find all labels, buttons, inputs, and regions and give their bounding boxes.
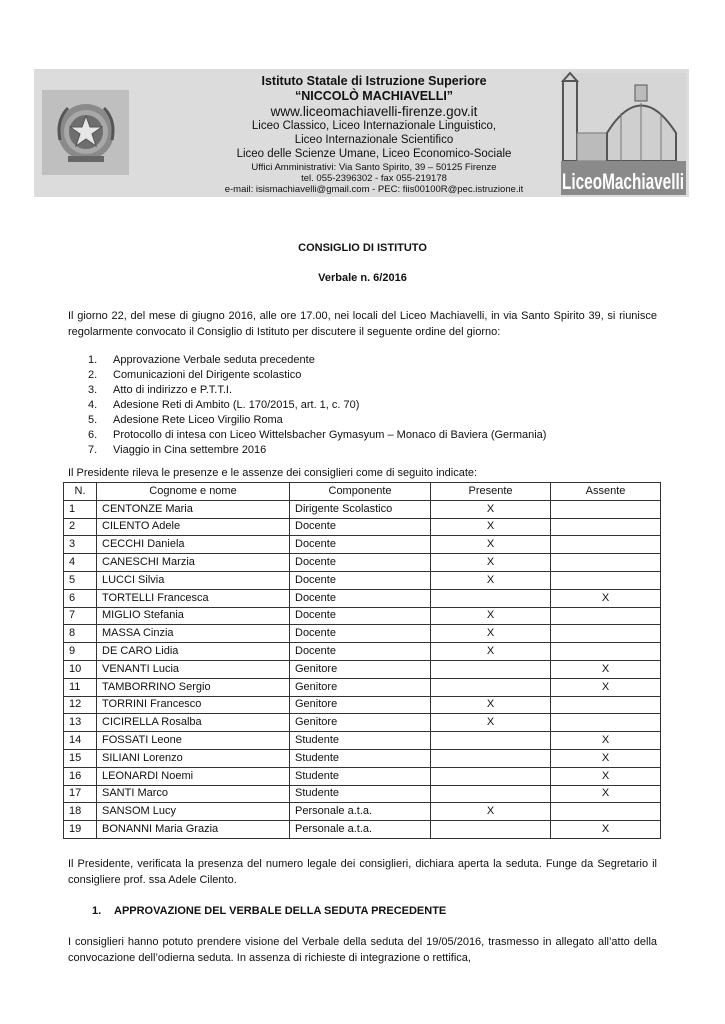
row-number: 18 <box>64 803 97 821</box>
table-row <box>64 500 661 518</box>
member-name: TORTELLI Francesca <box>97 589 290 607</box>
table-row <box>64 785 661 803</box>
row-number: 10 <box>64 660 97 678</box>
absent-mark <box>551 625 661 643</box>
member-name: LUCCI Silvia <box>97 571 290 589</box>
member-name: SILIANI Lorenzo <box>97 749 290 767</box>
present-mark <box>431 660 551 678</box>
agenda-item: 1. Approvazione Verbale seduta precedente <box>88 354 315 366</box>
member-role: Docente <box>290 571 431 589</box>
absent-mark <box>551 696 661 714</box>
row-number: 5 <box>64 571 97 589</box>
member-name: CANESCHI Marzia <box>97 554 290 572</box>
emblem-frame <box>42 90 129 175</box>
present-mark <box>431 749 551 767</box>
absent-mark: X <box>551 589 661 607</box>
liceo-logo <box>561 73 686 195</box>
attendance-table <box>63 482 661 839</box>
table-row <box>64 660 661 678</box>
present-mark: X <box>431 625 551 643</box>
table-row <box>64 821 661 839</box>
present-mark: X <box>431 536 551 554</box>
section-paragraph: I consiglieri hanno potuto prendere visione del Verbale della seduta del 19/05/2016, trasmesso in allegato all’atto della convocazione dell’odierna seduta. In assenza di richieste di integrazione o rettifica, <box>68 936 657 964</box>
member-role: Docente <box>290 518 431 536</box>
member-role: Docente <box>290 536 431 554</box>
member-name: TAMBORRINO Sergio <box>97 678 290 696</box>
member-role: Studente <box>290 785 431 803</box>
header-name: Cognome e nome <box>97 483 290 501</box>
agenda-item: 3. Atto di indirizzo e P.T.T.I. <box>88 384 233 396</box>
row-number: 4 <box>64 554 97 572</box>
header-present: Presente <box>431 483 551 501</box>
member-role: Genitore <box>290 660 431 678</box>
section-number: 1. <box>92 905 102 917</box>
absent-mark: X <box>551 785 661 803</box>
table-row <box>64 643 661 661</box>
absent-mark: X <box>551 767 661 785</box>
opening-paragraph: Il Presidente, verificata la presenza del numero legale dei consiglieri, dichiara aperta la seduta. Funge da Segretario il consigliere prof. ssa Adele Cilento. <box>68 858 657 886</box>
absent-mark <box>551 643 661 661</box>
member-role: Genitore <box>290 678 431 696</box>
institute-courses-2: Liceo Internazionale Scientifico <box>294 133 454 146</box>
absent-mark <box>551 607 661 625</box>
institute-type: Istituto Statale di Istruzione Superiore <box>261 74 487 88</box>
row-number: 11 <box>64 678 97 696</box>
member-name: CECCHI Daniela <box>97 536 290 554</box>
present-mark: X <box>431 803 551 821</box>
table-row <box>64 607 661 625</box>
row-number: 17 <box>64 785 97 803</box>
agenda-item: 5. Adesione Rete Liceo Virgilio Roma <box>88 414 283 426</box>
member-name: SANTI Marco <box>97 785 290 803</box>
italian-republic-emblem-icon <box>42 90 129 175</box>
member-role: Docente <box>290 607 431 625</box>
table-row <box>64 803 661 821</box>
present-mark: X <box>431 518 551 536</box>
member-role: Studente <box>290 732 431 750</box>
table-row <box>64 518 661 536</box>
absent-mark: X <box>551 732 661 750</box>
section-title: APPROVAZIONE DEL VERBALE DELLA SEDUTA PRECEDENTE <box>114 905 447 917</box>
row-number: 15 <box>64 749 97 767</box>
institute-info <box>184 72 564 196</box>
table-row <box>64 749 661 767</box>
institute-courses-3: Liceo delle Scienze Umane, Liceo Economico-Sociale <box>236 147 512 160</box>
present-mark <box>431 732 551 750</box>
absent-mark: X <box>551 660 661 678</box>
row-number: 6 <box>64 589 97 607</box>
present-mark <box>431 678 551 696</box>
member-name: VENANTI Lucia <box>97 660 290 678</box>
member-name: MASSA Cinzia <box>97 625 290 643</box>
intro-paragraph: Il giorno 22, del mese di giugno 2016, alle ore 17.00, nei locali del Liceo Machiavelli, in via Santo Spirito 39, si riunisce regolarmente convocato il Consiglio di Istituto per discutere il seguente ordine del giorno: <box>68 310 657 338</box>
document-title: CONSIGLIO DI ISTITUTO <box>298 242 427 254</box>
present-mark <box>431 767 551 785</box>
row-number: 13 <box>64 714 97 732</box>
member-name: CENTONZE Maria <box>97 500 290 518</box>
present-mark: X <box>431 607 551 625</box>
institute-email: e-mail: isismachiavelli@gmail.com - PEC: fiis00100R@pec.istruzione.it <box>224 184 524 196</box>
absent-mark <box>551 714 661 732</box>
agenda-item: 2. Comunicazioni del Dirigente scolastico <box>88 369 302 381</box>
row-number: 14 <box>64 732 97 750</box>
row-number: 3 <box>64 536 97 554</box>
present-mark: X <box>431 696 551 714</box>
member-name: SANSOM Lucy <box>97 803 290 821</box>
section-heading <box>92 905 446 917</box>
absent-mark <box>551 554 661 572</box>
agenda-item: 6. Protocollo di intesa con Liceo Wittelsbacher Gymasyum – Monaco di Baviera (Germania) <box>88 429 547 441</box>
member-name: CICIRELLA Rosalba <box>97 714 290 732</box>
agenda-item: 4. Adesione Reti di Ambito (L. 170/2015, art. 1, c. 70) <box>88 399 360 411</box>
present-mark: X <box>431 643 551 661</box>
present-mark: X <box>431 714 551 732</box>
member-name: FOSSATI Leone <box>97 732 290 750</box>
member-role: Personale a.t.a. <box>290 821 431 839</box>
present-mark: X <box>431 500 551 518</box>
table-row <box>64 732 661 750</box>
member-role: Docente <box>290 643 431 661</box>
liceo-dome-logo-icon <box>561 73 686 195</box>
table-header-row <box>64 483 661 501</box>
institute-phone: tel. 055-2396302 - fax 055-219178 <box>301 172 447 184</box>
present-mark <box>431 785 551 803</box>
row-number: 1 <box>64 500 97 518</box>
logo-text: LiceoMachiavelli <box>562 169 684 194</box>
absent-mark <box>551 536 661 554</box>
row-number: 12 <box>64 696 97 714</box>
member-role: Genitore <box>290 714 431 732</box>
table-row <box>64 625 661 643</box>
member-role: Dirigente Scolastico <box>290 500 431 518</box>
member-name: CILENTO Adele <box>97 518 290 536</box>
institute-courses-1: Liceo Classico, Liceo Internazionale Linguistico, <box>251 120 497 133</box>
institute-website: www.liceomachiavelli-firenze.gov.it <box>270 104 478 119</box>
absent-mark: X <box>551 678 661 696</box>
row-number: 8 <box>64 625 97 643</box>
institute-name: “NICCOLÒ MACHIAVELLI” <box>294 89 454 103</box>
present-mark <box>431 821 551 839</box>
table-row <box>64 678 661 696</box>
table-row <box>64 714 661 732</box>
table-row <box>64 589 661 607</box>
row-number: 7 <box>64 607 97 625</box>
member-name: BONANNI Maria Grazia <box>97 821 290 839</box>
absent-mark <box>551 500 661 518</box>
present-mark: X <box>431 571 551 589</box>
agenda-item: 7. Viaggio in Cina settembre 2016 <box>88 444 267 456</box>
header-component: Componente <box>290 483 431 501</box>
member-role: Docente <box>290 589 431 607</box>
member-role: Studente <box>290 767 431 785</box>
header-number: N. <box>64 483 97 501</box>
table-row <box>64 536 661 554</box>
member-name: DE CARO Lidia <box>97 643 290 661</box>
table-row <box>64 767 661 785</box>
member-role: Personale a.t.a. <box>290 803 431 821</box>
member-role: Genitore <box>290 696 431 714</box>
absent-mark: X <box>551 821 661 839</box>
member-name: TORRINI Francesco <box>97 696 290 714</box>
member-role: Docente <box>290 625 431 643</box>
institute-offices: Uffici Amministrativi: Via Santo Spirito, 39 – 50125 Firenze <box>251 161 497 173</box>
verbale-number: Verbale n. 6/2016 <box>318 272 407 284</box>
present-mark <box>431 589 551 607</box>
member-name: MIGLIO Stefania <box>97 607 290 625</box>
row-number: 19 <box>64 821 97 839</box>
absent-mark <box>551 571 661 589</box>
agenda-list <box>88 353 546 458</box>
table-row <box>64 571 661 589</box>
header-absent: Assente <box>551 483 661 501</box>
presence-intro: Il Presidente rileva le presenze e le assenze dei consiglieri come di seguito indicate: <box>68 467 478 479</box>
row-number: 2 <box>64 518 97 536</box>
member-role: Docente <box>290 554 431 572</box>
absent-mark <box>551 803 661 821</box>
table-row <box>64 696 661 714</box>
absent-mark: X <box>551 749 661 767</box>
table-row <box>64 554 661 572</box>
letterhead <box>34 69 689 197</box>
row-number: 9 <box>64 643 97 661</box>
row-number: 16 <box>64 767 97 785</box>
member-role: Studente <box>290 749 431 767</box>
absent-mark <box>551 518 661 536</box>
present-mark: X <box>431 554 551 572</box>
member-name: LEONARDI Noemi <box>97 767 290 785</box>
